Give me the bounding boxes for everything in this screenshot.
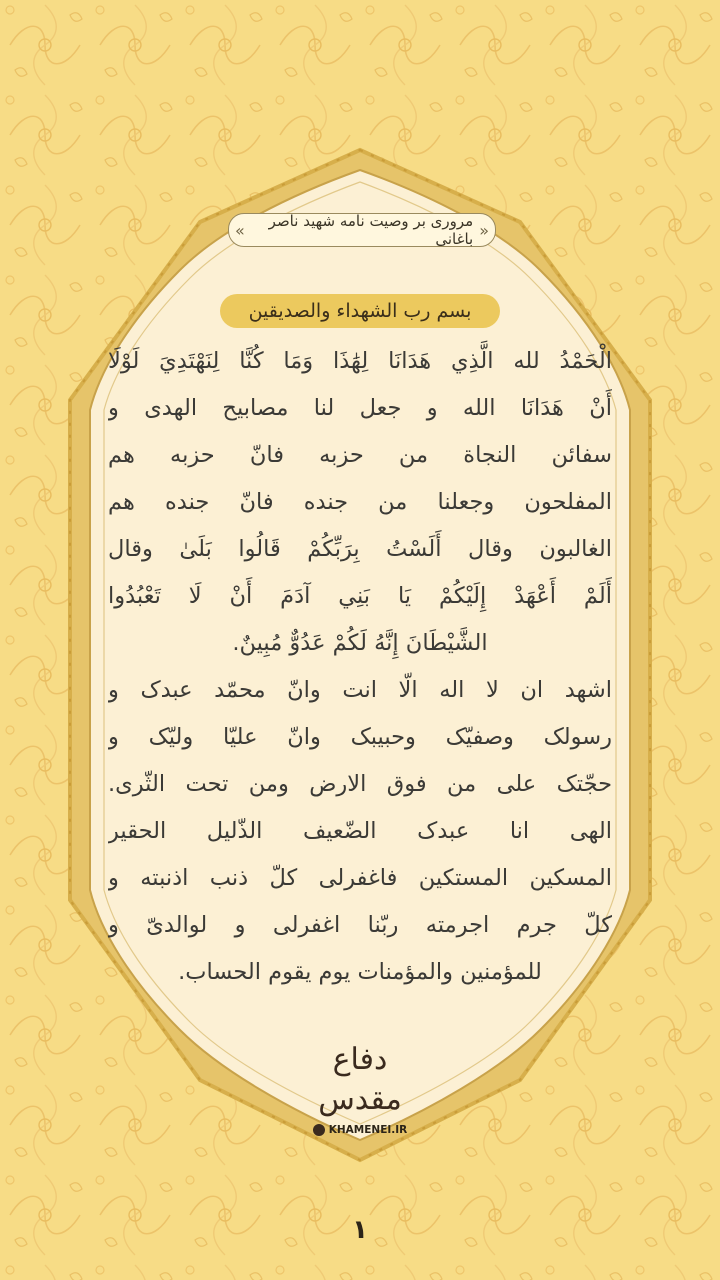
text-line: الْحَمْدُ لله الَّذِي هَدَانَا لِهَٰذَا وَمَا كُنَّا لِنَهْتَدِيَ لَوْلَا (108, 348, 612, 374)
logo (300, 1040, 420, 1136)
text-line: حجّتک علی من فوق الارض ومن تحت الثّری. (108, 771, 612, 797)
logo-url-row (300, 1124, 420, 1136)
text-line: أَلَمْ أَعْهَدْ إِلَيْكُمْ يَا بَنِي آدَمَ أَنْ لَا تَعْبُدُوا (108, 583, 612, 609)
bracket-right-icon: » (235, 220, 245, 240)
testament-text (108, 338, 612, 996)
header-title: مروری بر وصیت نامه شهید ناصر باغانی (268, 212, 474, 248)
logo-url: KHAMENEI.IR (328, 1124, 408, 1136)
bracket-left-icon: « (479, 220, 489, 240)
text-line: أَنْ هَدَانَا الله و جعل لنا مصابیح الهدی و (108, 395, 612, 421)
text-line: الغالبون وقال أَلَسْتُ بِرَبِّكُمْ قَالُوا بَلَىٰ وقال (108, 536, 612, 562)
text-line: الشَّيْطَانَ إِنَّهُ لَكُمْ عَدُوٌّ مُبِينٌ. (232, 630, 488, 656)
khamenei-emblem-icon (313, 1124, 325, 1136)
basmala-heading: بسم رب الشهداء والصدیقین (220, 294, 500, 328)
logo-calligraphy: دفاع مقدس (318, 1042, 402, 1117)
text-line: الهی انا عبدک الضّعیف الذّلیل الحقیر (108, 818, 612, 844)
page-number: ١ (352, 1215, 368, 1245)
text-line: کلّ جرم اجرمته ربّنا اغفرلی و لوالدیّ و (108, 912, 612, 938)
header-pill (228, 213, 496, 247)
text-line: اشهد ان لا اله الّا انت وانّ محمّد عبدک و (108, 677, 612, 703)
text-line: المفلحون وجعلنا من جنده فانّ جنده هم (108, 489, 612, 515)
text-line: للمؤمنین والمؤمنات یوم یقوم الحساب. (178, 959, 542, 985)
text-line: المسکین المستکین فاغفرلی کلّ ذنب اذنبته و (108, 865, 612, 891)
text-line: سفائن النجاة من حزبه فانّ حزبه هم (108, 442, 612, 468)
text-line: رسولک وصفیّک وحبیبک وانّ علیّا ولیّک و (108, 724, 612, 750)
